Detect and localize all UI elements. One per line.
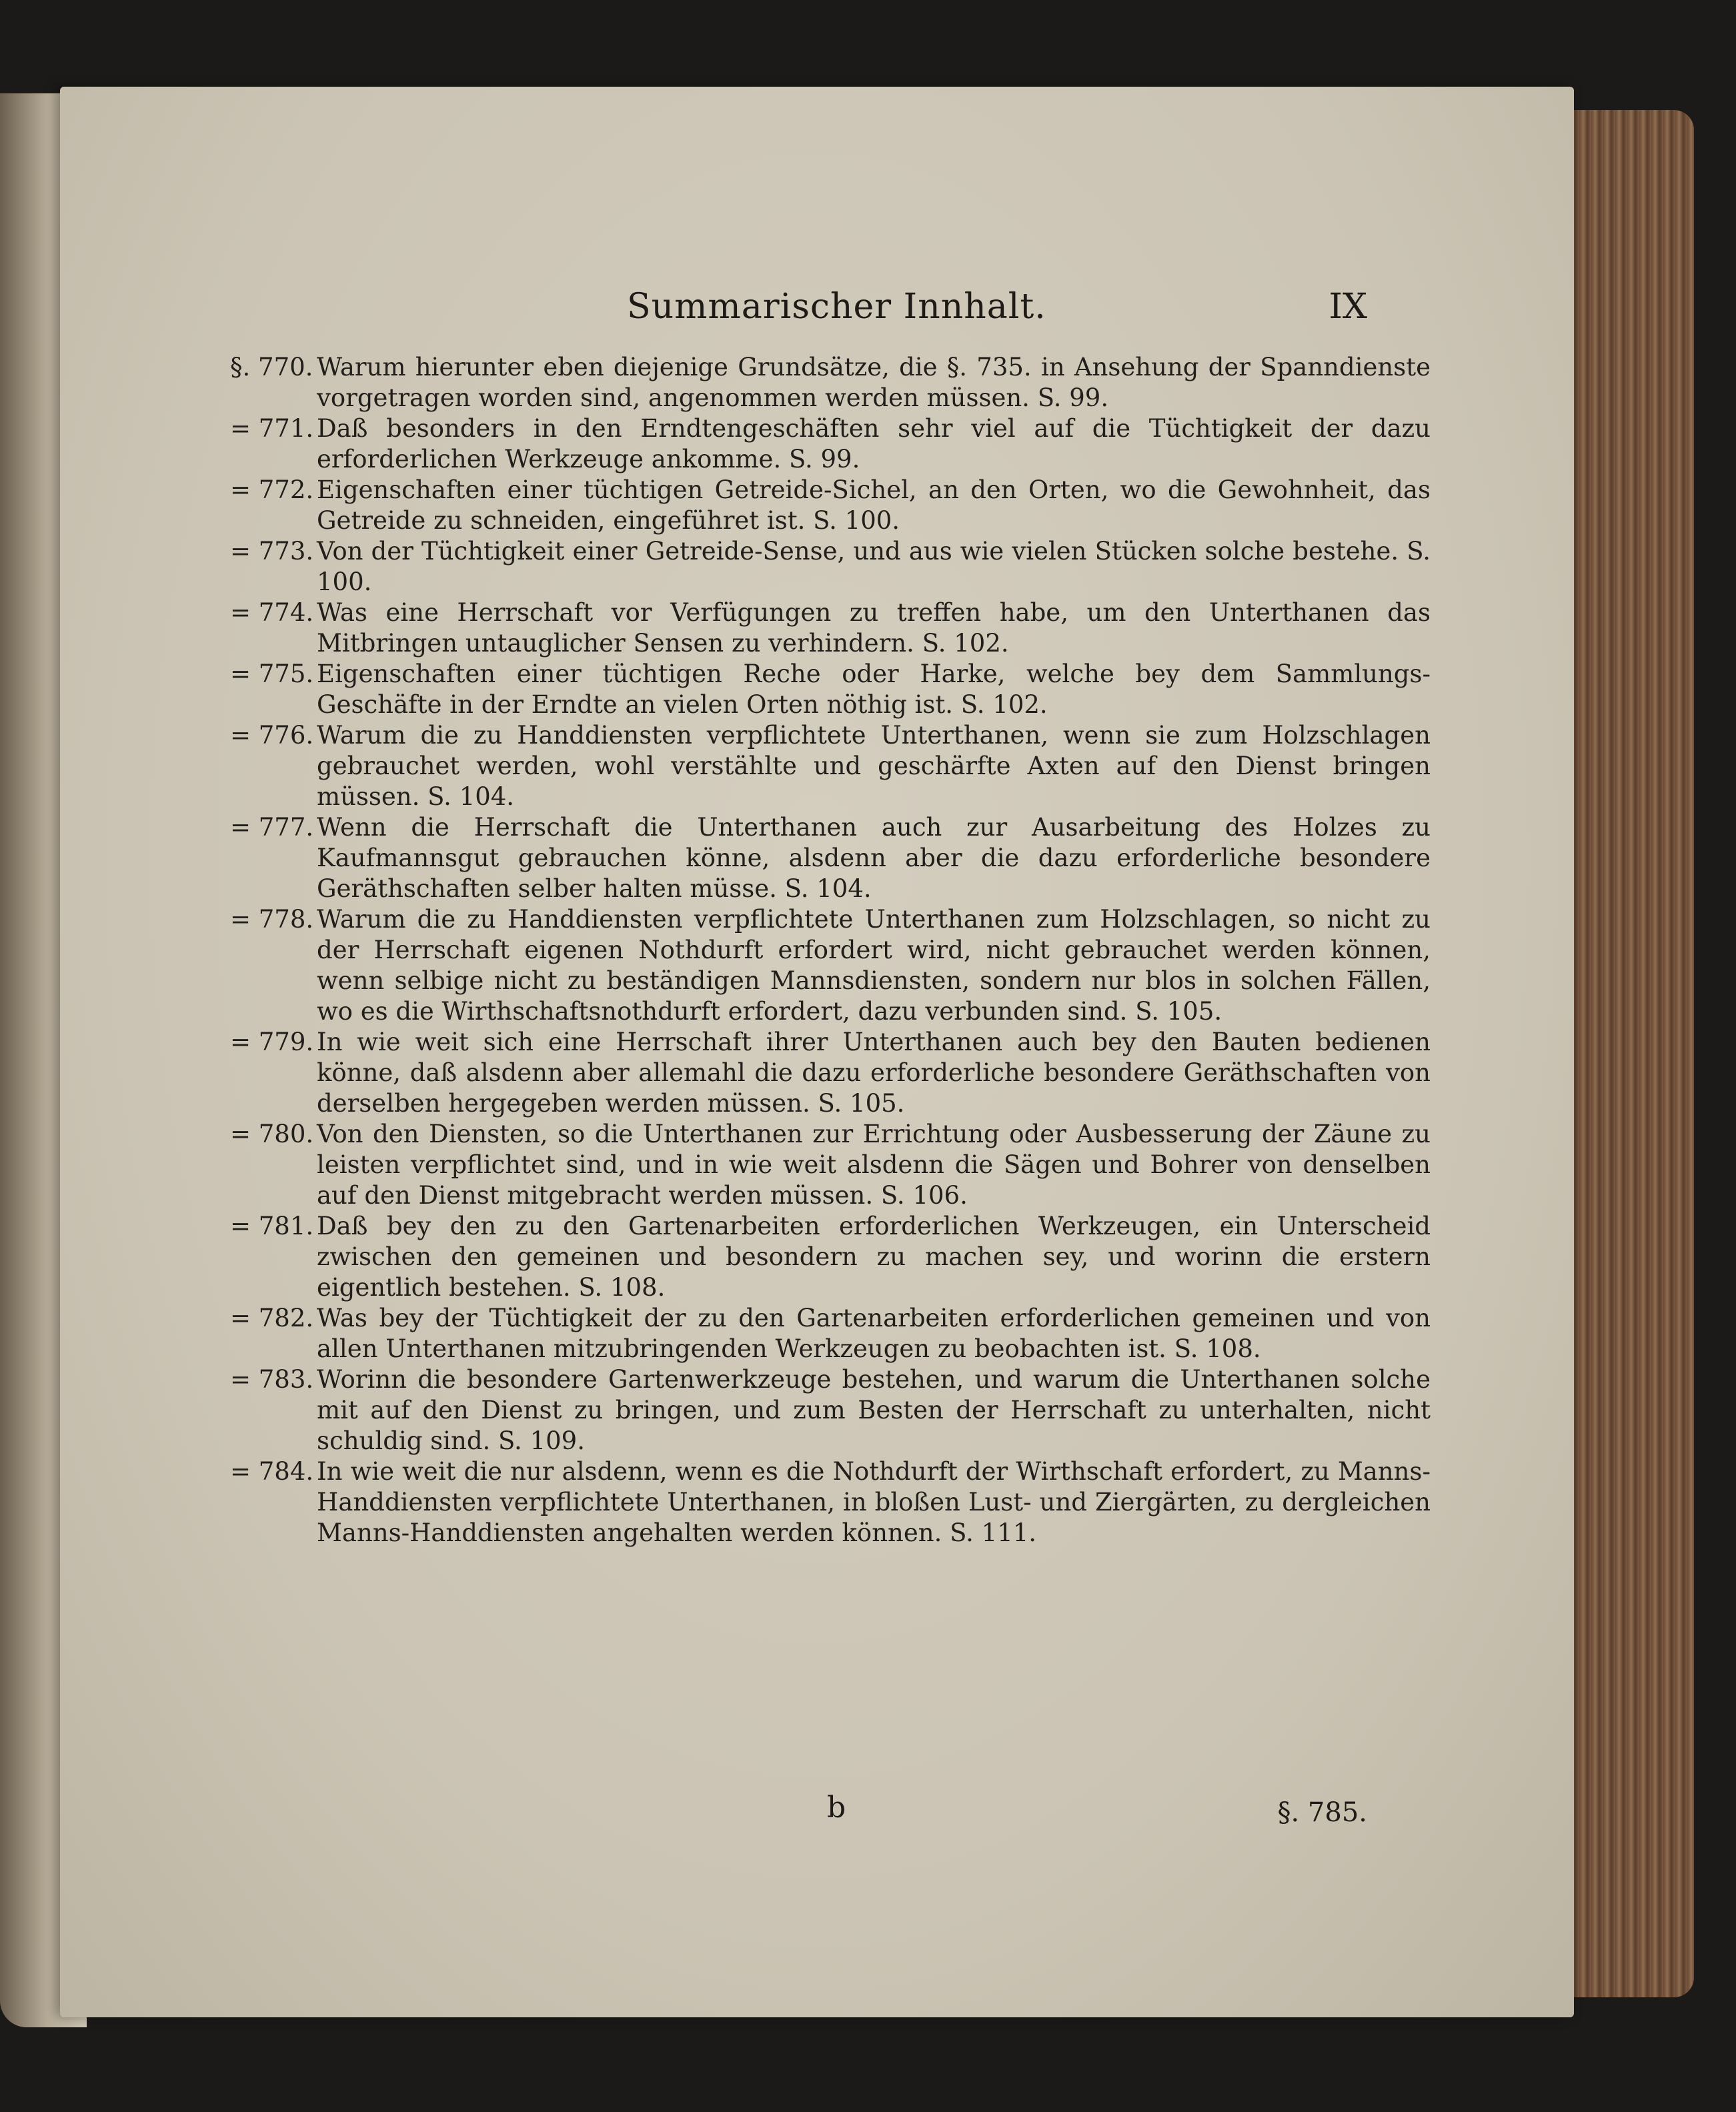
- entry-text: Wenn die Herrschaft die Unterthanen auch zur Ausarbeitung des Holzes zu Kaufmannsgut gebrauchen könne, alsdenn aber die dazu erforderliche besondere Geräthschaften selber halten müsse. S. 104.: [317, 813, 1431, 903]
- catchword: §. 785.: [1277, 1797, 1367, 1828]
- book-page: [60, 87, 1574, 2017]
- entry-text: Warum hierunter eben diejenige Grundsätze, die §. 735. in Ansehung der Spanndienste vorgetragen worden sind, angenommen werden müssen. S. 99.: [317, 353, 1431, 412]
- section-number: = 772.: [230, 475, 314, 504]
- section-number: = 778.: [230, 905, 314, 934]
- section-number: §. 770.: [230, 353, 313, 381]
- page-header: [60, 287, 1574, 333]
- section-number: = 774.: [230, 598, 314, 627]
- entry-text: Was bey der Tüchtigkeit der zu den Gartenarbeiten erforderlichen gemeinen und von allen Unterthanen mitzubringenden Werkzeugen zu beobachten ist. S. 108.: [317, 1304, 1431, 1363]
- entry-text: In wie weit sich eine Herrschaft ihrer Unterthanen auch bey den Bauten bedienen könne, daß alsdenn aber allemahl die dazu erforderliche besondere Geräthschaften von derselben hergegeben werden müssen. S. 105.: [317, 1028, 1431, 1118]
- section-number: = 779.: [230, 1028, 314, 1056]
- toc-entry: [230, 1364, 1431, 1456]
- entry-text: Warum die zu Handdiensten verpflichtete Unterthanen, wenn sie zum Holzschlagen gebrauchet werden, wohl verstählte und geschärfte Axten auf den Dienst bringen müssen. S. 104.: [317, 721, 1431, 811]
- toc-entry: [230, 659, 1431, 720]
- entry-text: In wie weit die nur alsdenn, wenn es die Nothdurft der Wirthschaft erfordert, zu Manns-Handdiensten verpflichtete Unterthanen, in bloßen Lust- und Ziergärten, zu dergleichen Manns-Handdiensten angehalten werden können. S. 111.: [317, 1457, 1431, 1547]
- entry-text: Eigenschaften einer tüchtigen Getreide-Sichel, an den Orten, wo die Gewohnheit, das Getreide zu schneiden, eingeführet ist. S. 100.: [317, 475, 1431, 535]
- toc-entry: [230, 598, 1431, 659]
- page-number: IX: [1329, 287, 1367, 327]
- entry-text: Daß bey den zu den Gartenarbeiten erforderlichen Werkzeugen, ein Unterscheid zwischen den gemeinen und besondern zu machen sey, und worinn die erstern eigentlich bestehen. S. 108.: [317, 1212, 1431, 1302]
- section-number: = 783.: [230, 1365, 314, 1394]
- toc-entry: [230, 1211, 1431, 1303]
- entry-text: Eigenschaften einer tüchtigen Reche oder Harke, welche bey dem Sammlungs-Geschäfte in der Erndte an vielen Orten nöthig ist. S. 102.: [317, 660, 1431, 719]
- book-fore-edge: [1567, 110, 1694, 1997]
- section-number: = 781.: [230, 1212, 314, 1240]
- toc-entry: [230, 904, 1431, 1027]
- entry-text: Von der Tüchtigkeit einer Getreide-Sense, und aus wie vielen Stücken solche bestehe. S. 100.: [317, 537, 1431, 596]
- entry-text: Warum die zu Handdiensten verpflichtete Unterthanen zum Holzschlagen, so nicht zu der Herrschaft eigenen Nothdurft erfordert wird, nicht gebrauchet werden können, wenn selbige nicht zu beständigen Mannsdiensten, sondern nur blos in solchen Fällen, wo es die Wirthschaftsnothdurft erfordert, dazu verbunden sind. S. 105.: [317, 905, 1431, 1026]
- running-title: Summarischer Innhalt.: [627, 287, 1046, 327]
- toc-entry: [230, 812, 1431, 904]
- entry-text: Von den Diensten, so die Unterthanen zur Errichtung oder Ausbesserung der Zäune zu leisten verpflichtet sind, und in wie weit alsdenn die Sägen und Bohrer von denselben auf den Dienst mitgebracht werden müssen. S. 106.: [317, 1120, 1431, 1210]
- section-number: = 775.: [230, 660, 314, 688]
- toc-entry: [230, 536, 1431, 598]
- toc-entry: [230, 352, 1431, 413]
- toc-entry: [230, 720, 1431, 812]
- toc-entry: [230, 475, 1431, 536]
- table-of-contents: [230, 352, 1431, 1548]
- entry-text: Worinn die besondere Gartenwerkzeuge bestehen, und warum die Unterthanen solche mit auf den Dienst zu bringen, und zum Besten der Herrschaft zu unterhalten, nicht schuldig sind. S. 109.: [317, 1365, 1431, 1455]
- toc-entry: [230, 1303, 1431, 1364]
- entry-text: Was eine Herrschaft vor Verfügungen zu treffen habe, um den Unterthanen das Mitbringen untauglicher Sensen zu verhindern. S. 102.: [317, 598, 1431, 658]
- page-footer: [60, 1791, 1574, 1831]
- toc-entry: [230, 413, 1431, 475]
- section-number: = 777.: [230, 813, 314, 842]
- section-number: = 773.: [230, 537, 314, 566]
- section-number: = 771.: [230, 414, 314, 443]
- entry-text: Daß besonders in den Erndtengeschäften sehr viel auf die Tüchtigkeit der dazu erforderlichen Werkzeuge ankomme. S. 99.: [317, 414, 1431, 473]
- section-number: = 782.: [230, 1304, 314, 1332]
- section-number: = 776.: [230, 721, 314, 750]
- section-number: = 780.: [230, 1120, 314, 1148]
- section-number: = 784.: [230, 1457, 314, 1486]
- toc-entry: [230, 1119, 1431, 1211]
- toc-entry: [230, 1027, 1431, 1119]
- toc-entry: [230, 1456, 1431, 1548]
- signature-mark: b: [827, 1791, 846, 1825]
